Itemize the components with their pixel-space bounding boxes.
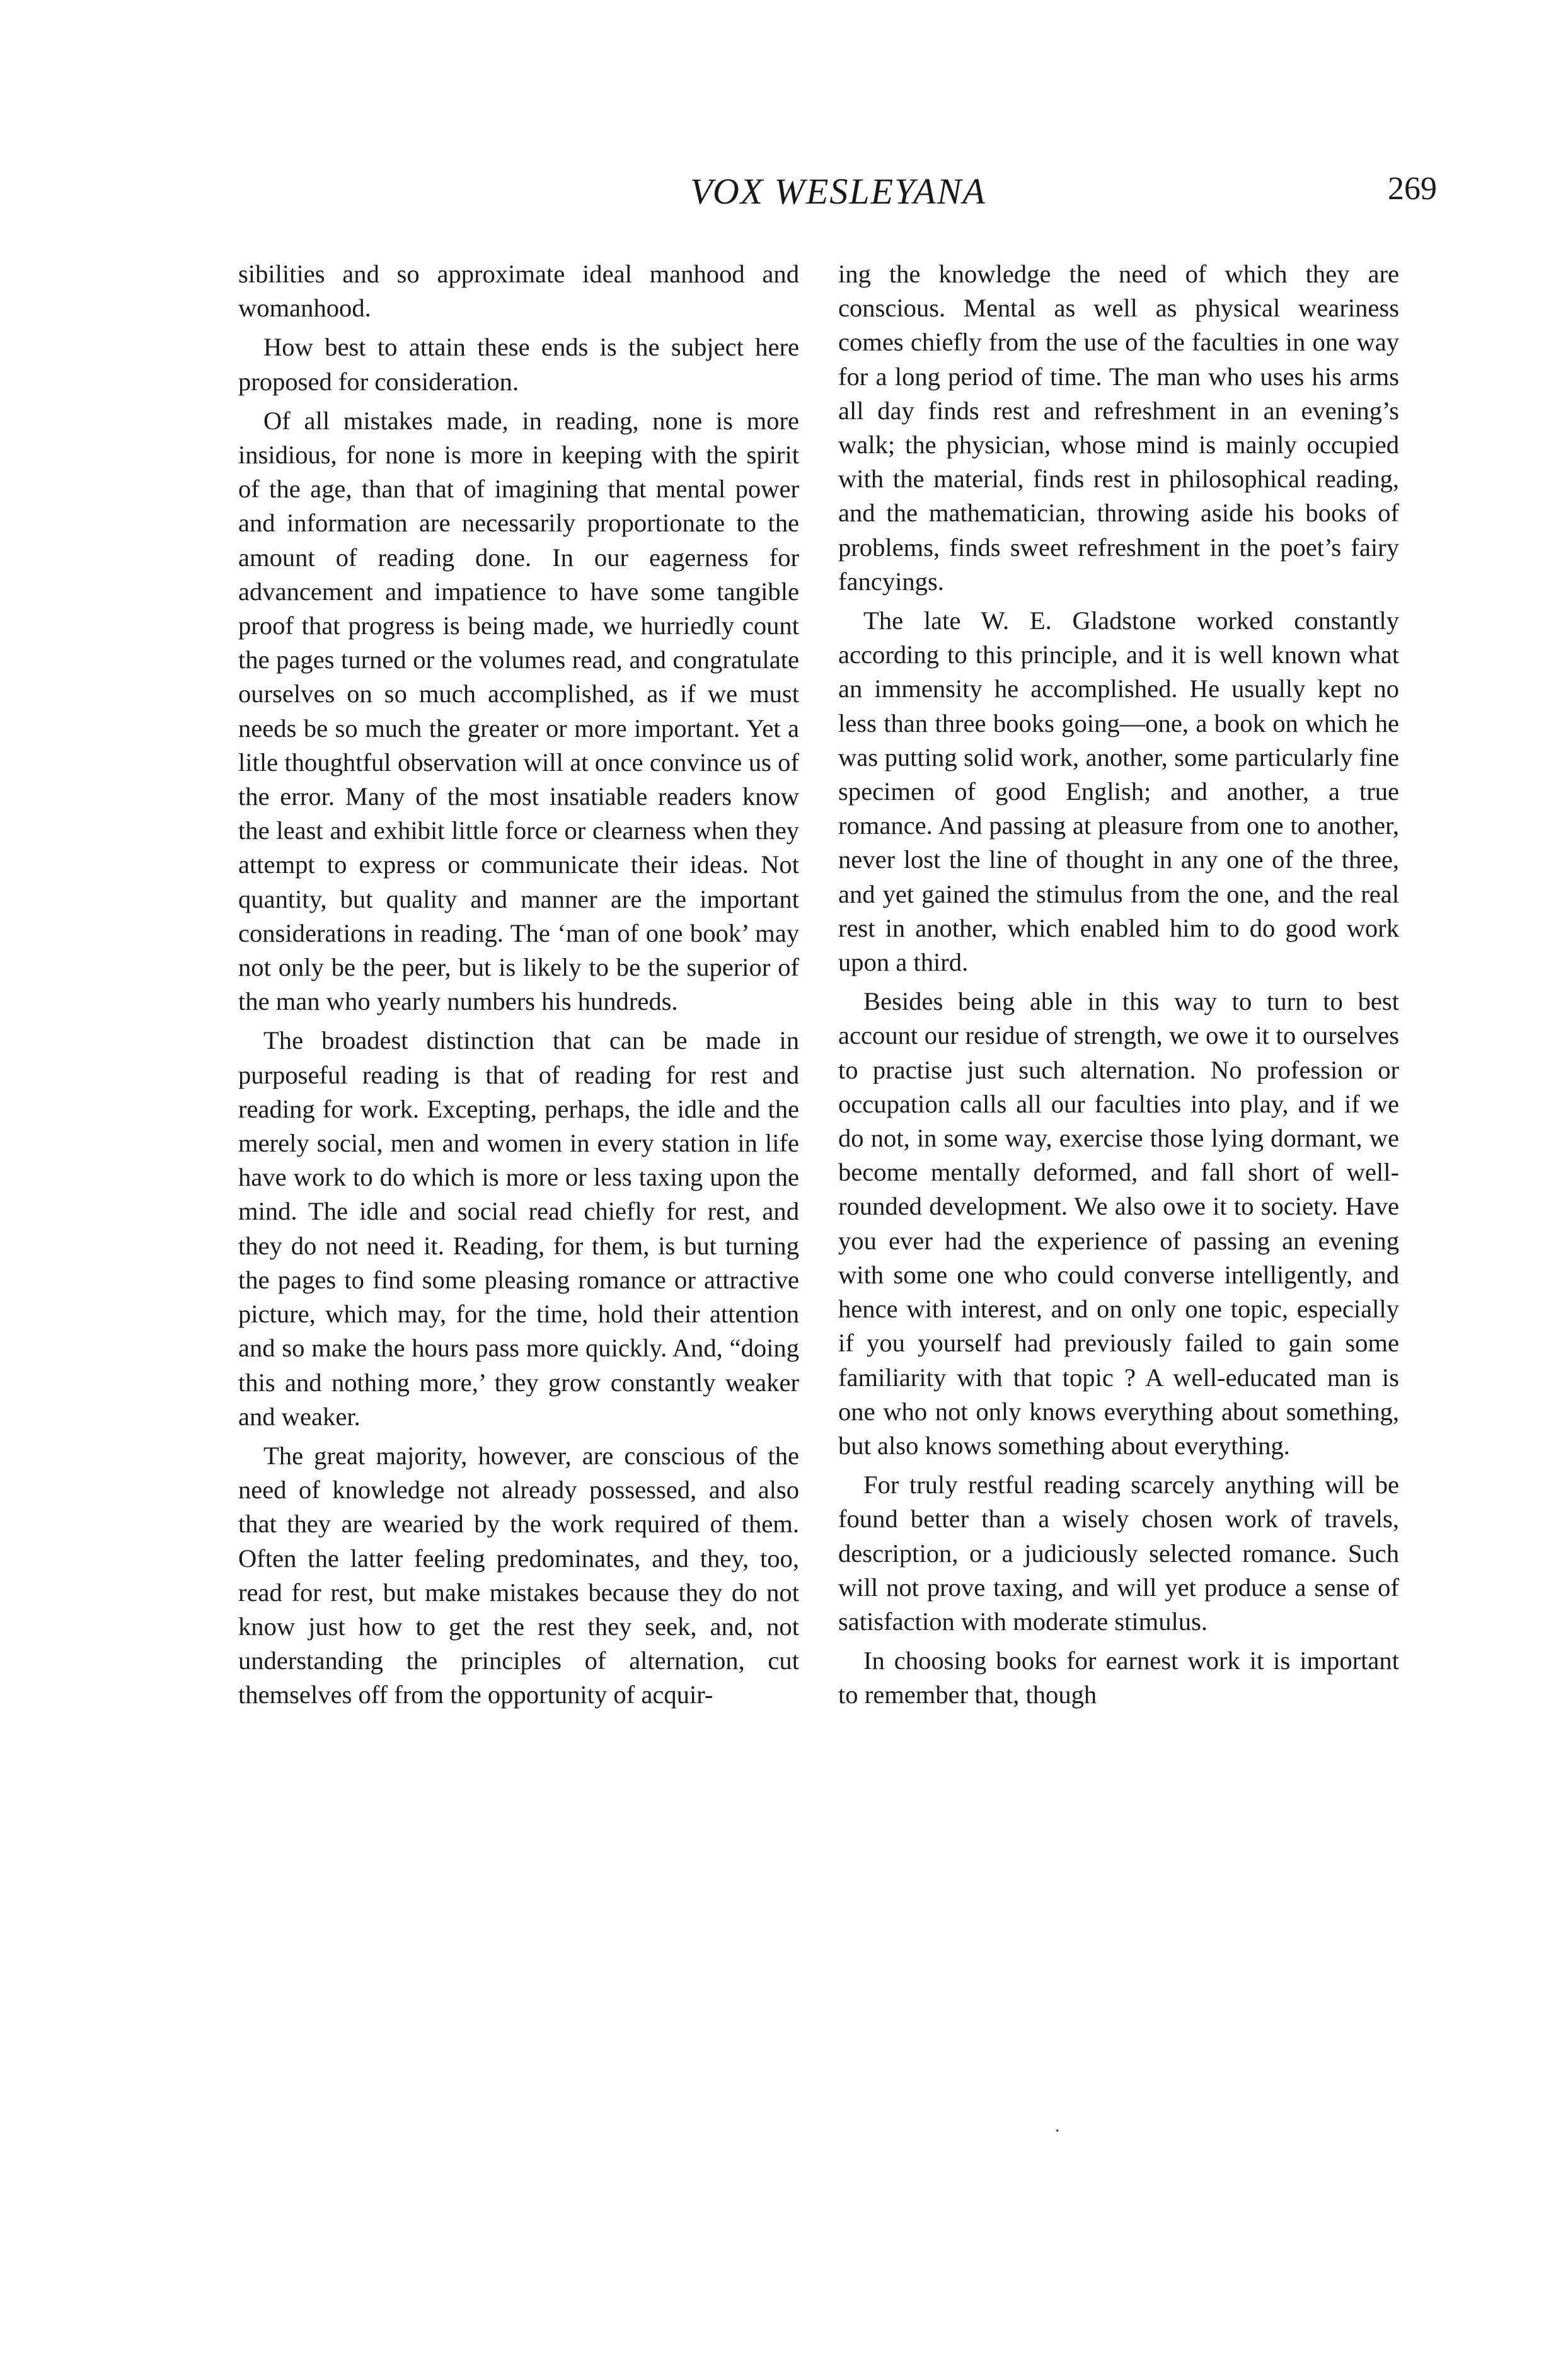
left-column [238, 257, 799, 1713]
paragraph: The great majority, however, are conscious of the need of knowledge not already possessed, and also that they are wearied by the work required of them. Often the latter feeling predominates, and they, too, read for rest, but make mistakes because they do not know just how to get the rest they seek, and, not understanding the principles of alternation, cut themselves off from the opportunity of acquir- [238, 1441, 799, 1709]
paragraph: ing the knowledge the need of which they are conscious. Mental as well as physical weariness comes chiefly from the use of the faculties in one way for a long period of time. The man who uses his arms all day finds rest and refreshment in an evening’s walk; the physician, whose mind is mainly occupied with the material, finds rest in philosophical reading, and the mathematician, throwing aside his books of problems, finds sweet refreshment in the poet’s fairy fancyings. [838, 260, 1399, 596]
paragraph: sibilities and so approximate ideal manhood and womanhood. [238, 260, 799, 323]
running-title: VOX WESLEYANA [690, 171, 986, 212]
paragraph: The broadest distinction that can be made in purposeful reading is that of reading for rest and reading for work. Excepting, perhaps, the idle and the merely social, men and women in every station in life have work to do which is more or less taxing upon the mind. The idle and social read chiefly for rest, and they do not need it. Reading, for them, is but turning the pages to find some pleasing romance or attractive picture, which may, for the time, hold their attention and so make the hours pass more quickly. And, “doing this and nothing more,’ they grow constantly weaker and weaker. [238, 1026, 799, 1431]
page-number: 269 [1388, 171, 1437, 207]
paragraph: How best to attain these ends is the subject here proposed for consideration. [238, 333, 799, 396]
paragraph: Besides being able in this way to turn to best account our residue of strength, we owe it to ourselves to practise just such alternation. No profession or occupation calls all our faculties into play, and if we do not, in some way, exercise those lying dormant, we become mentally deformed, and fall short of well-rounded development. We also owe it to society. Have you ever had the experience of passing an evening with some one who could converse intelligently, and hence with interest, and on only one topic, especially if you yourself had previously failed to gain some familiarity with that topic ? A well-educated man is one who not only knows everything about something, but also knows something about everything. [838, 987, 1399, 1460]
paragraph: Of all mistakes made, in reading, none is more insidious, for none is more in keeping with the spirit of the age, than that of imagining that mental power and information are necessarily proportionate to the amount of reading done. In our eagerness for advancement and impatience to have some tangible proof that progress is being made, we hurriedly count the pages turned or the volumes read, and congratulate ourselves on so much accomplished, as if we must needs be so much the greater or more important. Yet a litle thoughtful observation will at once convince us of the error. Many of the most insatiable readers know the least and exhibit little force or clearness when they attempt to express or communicate their ideas. Not quantity, but quality and manner are the important considerations in reading. The ‘man of one book’ may not only be the peer, but is likely to be the superior of the man who yearly numbers his hundreds. [238, 406, 799, 1016]
paragraph: The late W. E. Gladstone worked constantly according to this principle, and it is well known what an immensity he accomplished. He usually kept no less than three books going—one, a book on which he was putting solid work, another, some particularly fine specimen of good English; and another, a true romance. And passing at pleasure from one to another, never lost the line of thought in any one of the three, and yet gained the stimulus from the one, and the real rest in another, which enabled him to do good work upon a third. [838, 606, 1399, 977]
paragraph: In choosing books for earnest work it is important to remember that, though [838, 1646, 1399, 1709]
page-header [239, 170, 1437, 227]
right-column [838, 257, 1399, 1713]
paragraph: For truly restful reading scarcely anything will be found better than a wisely chosen work of travels, description, or a judiciously selected romance. Such will not prove taxing, and will yet produce a sense of satisfaction with moderate stimulus. [838, 1470, 1399, 1636]
print-speck: ˙ [1054, 2125, 1061, 2149]
